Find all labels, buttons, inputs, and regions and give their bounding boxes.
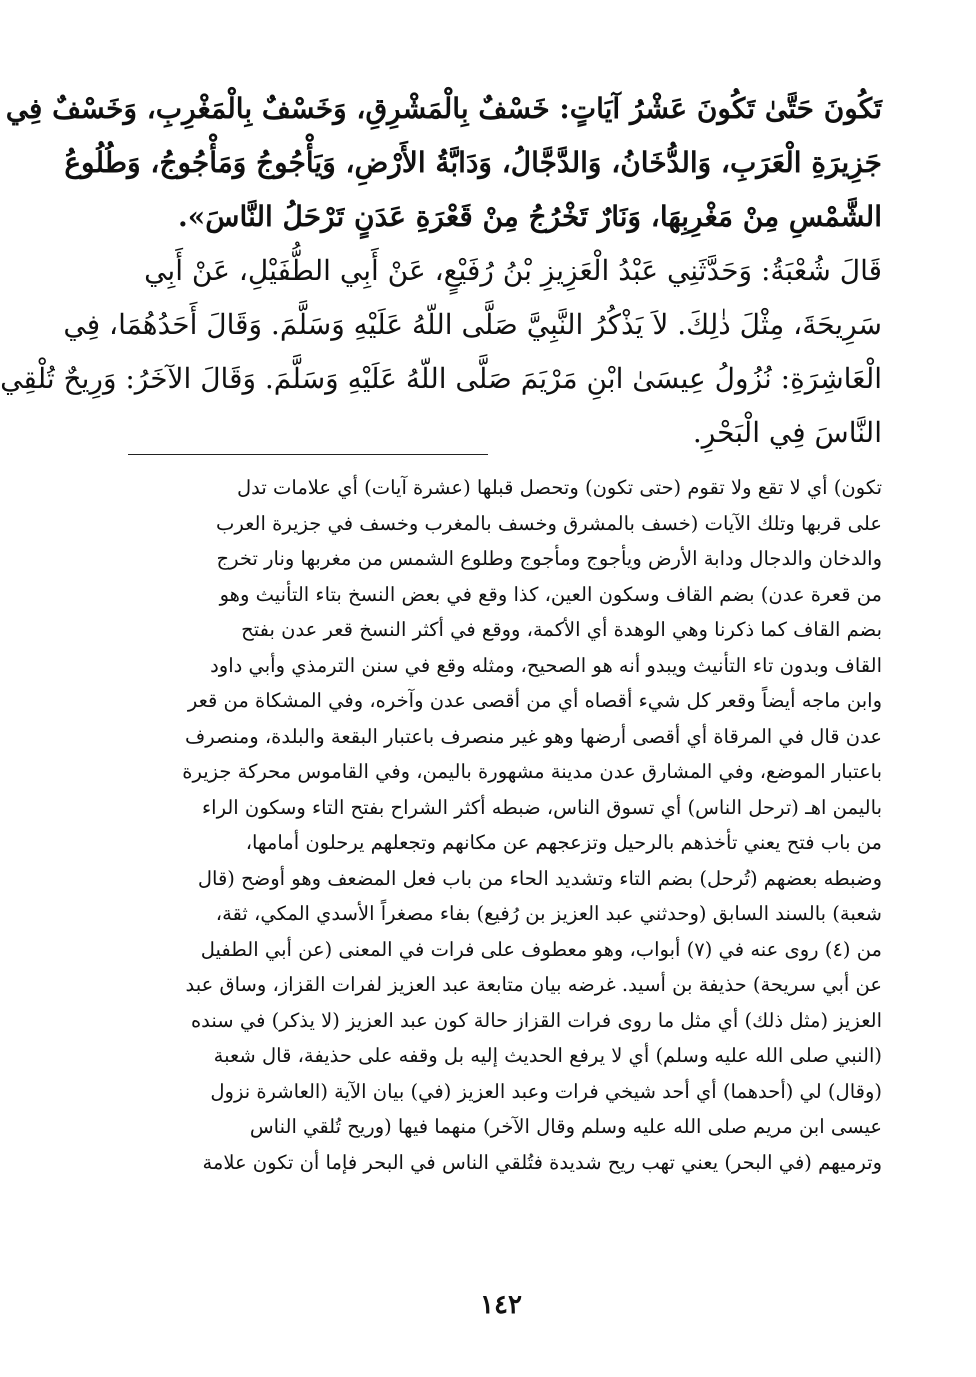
hadith-line-6: الْعَاشِرَةِ: نُزُولُ عِيسَىٰ ابْنِ مَرْيَمَ صَلَّى اللّهُ عَلَيْهِ وَسَلَّمَ. وَقَالَ الآخَرُ: وَرِيحٌ تُلْقِي [0, 362, 882, 395]
page-number: ١٤٢ [480, 1290, 522, 1320]
commentary-line-9: باعتبار الموضع، وفي المشارق عدن مدينة مشهورة باليمن، وفي القاموس محركة جزيرة [182, 760, 882, 783]
commentary-line-12: وضبطه بعضهم (تُرحل) بضم التاء وتشديد الحاء من باب فعل المضعف وهو أوضح (قال [197, 866, 882, 890]
hadith-line-4: قَالَ شُعْبَةُ: وَحَدَّثَنِي عَبْدُ الْعَزِيزِ بْنُ رُفَيْعٍ، عَنْ أَبِي الطُّفَيْلِ، عَنْ أَبِي [144, 254, 882, 287]
commentary-line-7: وابن ماجه أيضاً وقعر كل شيء أقصاه أي من أقصى عدن وآخره، وفي المشكاة من قعر [187, 689, 882, 712]
commentary-text [120, 470, 882, 1180]
footnote-divider [128, 454, 488, 455]
commentary-line-14: من (٤) روى عنه في (٧) أبواب، وهو معطوف على فرات في المعنى (عن أبي الطفيل [200, 937, 882, 961]
commentary-line-11: من باب فتح يعني تأخذهم بالرحيل وتزعجهم عن مكانهم وتجعلهم يرحلون أمامها، [245, 831, 882, 854]
hadith-line-5: سَرِيحَةَ، مِثْلَ ذٰلِكَ. لاَ يَذْكُرُ النَّبِيَّ صَلَّى اللّهُ عَلَيْهِ وَسَلَّمَ. وَقَالَ أَحَدُهُمَا، فِي [63, 308, 882, 341]
commentary-line-3: والدخان والدجال ودابة الأرض ويأجوج ومأجوج وطلوع الشمس من مغربها ونار تخرج [216, 547, 882, 570]
commentary-line-8: عدن قال في المرقاة أي أقصى أرضها وهو غير منصرف باعتبار البقعة والبلدة، ومنصرف [185, 724, 882, 748]
commentary-line-13: شعبة) بالسند السابق (وحدثني عبد العزيز بن رُفيع) بفاء مصغراً الأسدي المكي، ثقة، [215, 902, 882, 925]
commentary-line-18: (وقال) لي (أحدهما) أي أحد شيخي فرات وعبد العزيز (في) بيان الآية (العاشرة نزول [210, 1079, 882, 1103]
commentary-line-17: (النبي صلى الله عليه وسلم) أي لا يرفع الحديث إليه بل وقفه على حذيفة، قال شعبة [213, 1044, 882, 1067]
commentary-line-15: عن أبي سريحة) حذيفة بن أسيد. غرضه بيان متابعة عبد العزيز لفرات القزاز، وساق عبد [185, 973, 882, 996]
commentary-line-4: من قعرة عدن) بضم القاف وسكون العين، كذا وقع في بعض النسخ بتاء التأنيث وهو [219, 582, 882, 606]
hadith-line-1: تَكُونَ حَتَّىٰ تَكُونَ عَشْرُ آيَاتٍ: خَسْفٌ بِالْمَشْرِقِ، وَخَسْفٌ بِالْمَغْرِبِ، وَخَسْفٌ فِي [5, 92, 882, 125]
hadith-line-3: الشَّمْسِ مِنْ مَغْرِبِهَا، وَنَارٌ تَخْرُجُ مِنْ قَعْرَةِ عَدَنٍ تَرْحَلُ النَّاسَ». [178, 200, 882, 233]
commentary-line-16: العزيز (مثل ذلك) أي مثل ما روى فرات القزاز حالة كون عبد العزيز (لا يذكر) في سنده [190, 1008, 882, 1032]
commentary-line-10: باليمن اهـ (ترحل الناس) أي تسوق الناس، ضبطه أكثر الشراح بفتح التاء وسكون الراء [201, 795, 882, 819]
hadith-text [0, 82, 882, 460]
commentary-line-19: عيسى ابن مريم صلى الله عليه وسلم وقال الآخر) منهما فيها (وريح تُلقي الناس [249, 1115, 882, 1138]
commentary-line-2: على قربها وتلك الآيات (خسف بالمشرق وخسف بالمغرب وخسف في جزيرة العرب [216, 511, 882, 535]
commentary-line-20: وترميهم (في البحر) يعني تهب ريح شديدة فتُلقي الناس في البحر فإما أن تكون علامة [202, 1150, 882, 1174]
commentary-line-1: تكون) أي لا تقع ولا تقوم (حتى تكون) وتحصل قبلها (عشرة آيات) أي علامات تدل [236, 476, 882, 499]
hadith-line-7: النَّاسَ فِي الْبَحْرِ. [692, 416, 882, 449]
commentary-line-6: القاف وبدون تاء التأنيث ويبدو أنه هو الصحيح، ومثله وقع في سنن الترمذي وأبي داود [210, 653, 882, 677]
hadith-line-2: جَزِيرَةِ الْعَرَبِ، وَالدُّخَانُ، وَالدَّجَّالُ، وَدَابَّةُ الأَرْضِ، وَيَأْجُوجُ وَمَأْجُوجُ، وَطُلُوعُ [64, 146, 882, 179]
commentary-line-5: بضم القاف كما ذكرنا وهي الوهدة أي الأكمة، ووقع في أكثر النسخ قعر عدن بفتح [241, 618, 882, 641]
